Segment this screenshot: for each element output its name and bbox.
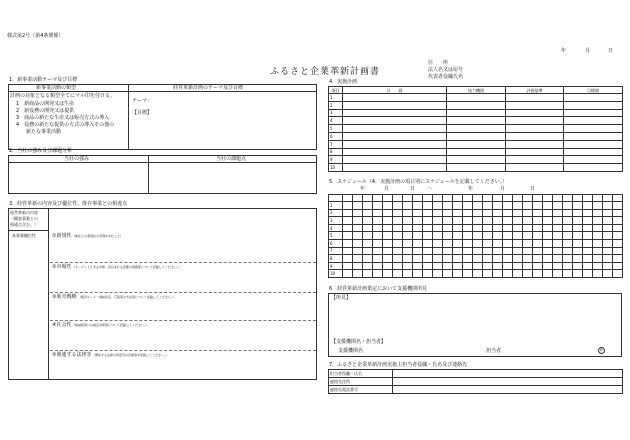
- sec5-row-no: 6: [329, 239, 343, 247]
- sec1-goal-label: 【目標】: [132, 110, 153, 116]
- sec5-period-end-month: 月: [500, 186, 506, 192]
- sec2-col-strength: 当社の強み: [64, 156, 90, 162]
- sec4-row-no: 10: [329, 164, 343, 172]
- sec4-col-partner: 協力機関: [447, 87, 506, 94]
- date-month-label: 月: [585, 48, 591, 54]
- sec3-item-4-note: （地域経済への波及効果等について記載してください。）: [72, 323, 149, 327]
- sec5-row-no: 1: [329, 202, 343, 210]
- date-day-label: 日: [608, 48, 614, 54]
- sec1-col-theme: 経営革新計画のテーマ及び目標: [173, 85, 244, 91]
- sec1-heading: 1．新事業活動テーマ及び目標: [9, 77, 78, 83]
- sec1-type-4: 4 役務の新たな提供の方式の導入その他の: [16, 122, 115, 128]
- sec5-period-start-day: 日: [410, 186, 416, 192]
- sec7-row-label: 担当者役職・氏名: [329, 370, 393, 378]
- sec3-item-4-label: ④社会性: [52, 322, 72, 328]
- sec5-row-no: 7: [329, 247, 343, 255]
- sec4-heading: 4．実施計画: [329, 79, 358, 85]
- sec1-type-2: 2 新役務の開発又は提供: [16, 108, 75, 114]
- sec4-row-no: 6: [329, 132, 343, 140]
- sec3-item-1-note: （他社との差別化の実例を含むこと）: [72, 234, 185, 238]
- sec4-col-plan: 計 画: [343, 87, 447, 94]
- sec1-type-1: 1 新商品の開発又は生産: [16, 101, 75, 107]
- page-title: ふるさと企業革新計画書: [270, 67, 381, 77]
- sec6-person-label: 担当者: [486, 348, 502, 354]
- sec6-opinion-label: 【所見】: [331, 295, 352, 301]
- sec5-table: [328, 194, 623, 278]
- sec1-theme-label: テーマ：: [132, 98, 153, 104]
- sec4-row-no: 8: [329, 148, 343, 156]
- sec1-type-3: 3 商品の新たな生産又は販売方式の導入: [16, 115, 110, 121]
- sec3-item-2-label: ②市場性: [52, 264, 72, 270]
- sec5-period-sep: 〜: [428, 186, 434, 192]
- sec5-period-end-day: 日: [530, 186, 536, 192]
- sec3-item-3-note: （販売ルート・価格設定、広報等の方法等について記載してください。）: [78, 295, 176, 299]
- sec5-row-no: 5: [329, 232, 343, 240]
- sec3-content-label-1: 経営革新の内容: [10, 210, 38, 215]
- sec3-item-1-label: ①新規性: [52, 233, 72, 239]
- applicant-rep-label: 代表者役職氏名: [428, 74, 464, 80]
- sec5-row-no: 8: [329, 255, 343, 263]
- sec6-box: [328, 293, 622, 357]
- sec7-heading: 7．ふるさと企業革新計画実施主担当者役職・氏名及び連絡先: [329, 362, 468, 368]
- sec3-heading: 3．経営革新の内容及び優位性、既存事業との相違点: [9, 201, 128, 207]
- sec3-item-5-note: （関係する法律の許認可の有無等を記載してください。）: [92, 353, 169, 357]
- sec3-item-2-note: （ターゲットとする市場、見込まれる需要の規模等について記載してください。）: [72, 265, 182, 269]
- sec4-col-item: 項目: [329, 87, 343, 94]
- sec1-type-intro: 計画の対象となる類型全てにマル印を付ける。: [10, 93, 116, 99]
- sec7-row-label: 連絡先電話番号: [329, 386, 393, 394]
- sec4-row-no: 9: [329, 156, 343, 164]
- sec2-col-issue: 当社の課題点: [216, 156, 247, 162]
- sec2-heading: 2．当社の強み及び課題分析: [9, 148, 73, 154]
- sec1-type-5: 新たな事業活動: [26, 129, 62, 135]
- sec4-row-no: 5: [329, 125, 343, 133]
- sec5-row-no: 3: [329, 217, 343, 225]
- form-label: 様式第2号（第4条関係）: [7, 33, 64, 39]
- sec4-row-no: 2: [329, 101, 343, 109]
- sec5-row-no: 4: [329, 224, 343, 232]
- sec4-row-no: 1: [329, 94, 343, 102]
- sec4-row-no: 4: [329, 117, 343, 125]
- sec3-item-5-label: ⑤関連する法律等: [52, 352, 92, 358]
- applicant-address-label: 住 所: [428, 60, 449, 66]
- sec7-row-label: 連絡先住所: [329, 378, 393, 386]
- sec6-support-label: 【支援機関名・担当者】: [331, 339, 387, 345]
- sec3-sub-label: 本事業観位性: [12, 233, 36, 238]
- sec6-org-label: 支援機関名: [338, 348, 364, 354]
- sec7-table: [328, 369, 623, 394]
- date-year-label: 年: [561, 48, 567, 54]
- sec3-item-3-label: ③販売戦略: [52, 294, 77, 300]
- seal-mark: 印: [599, 348, 604, 352]
- sec3-content-label-2: （概容事業との: [10, 216, 38, 221]
- sec5-row-no: 2: [329, 209, 343, 217]
- sec4-row-no: 3: [329, 109, 343, 117]
- sec5-period-start-year: 年: [360, 186, 366, 192]
- sec4-col-criteria: 評価基準: [506, 87, 564, 94]
- sec6-heading: 6．経営革新計画策定において支援機関所見: [329, 286, 428, 292]
- sec5-row-no: 9: [329, 262, 343, 270]
- sec3-content-label-3: 相違点含む。）: [10, 222, 38, 227]
- sec5-period-end-year: 年: [468, 186, 474, 192]
- sec4-table: [328, 86, 623, 172]
- applicant-name-label: 法人名又は屋号: [428, 67, 464, 73]
- sec5-period-start-month: 月: [384, 186, 390, 192]
- sec1-col-type: 新事業活動の類型: [36, 85, 77, 91]
- sec4-col-target: 目標値: [564, 87, 623, 94]
- sec4-row-no: 7: [329, 140, 343, 148]
- sec5-row-no: 10: [329, 270, 343, 278]
- sec5-heading: 5．スケジュール（4．実施計画の項目別にスケジュールを記載してください。）: [329, 179, 508, 185]
- sec2-box: [8, 155, 317, 194]
